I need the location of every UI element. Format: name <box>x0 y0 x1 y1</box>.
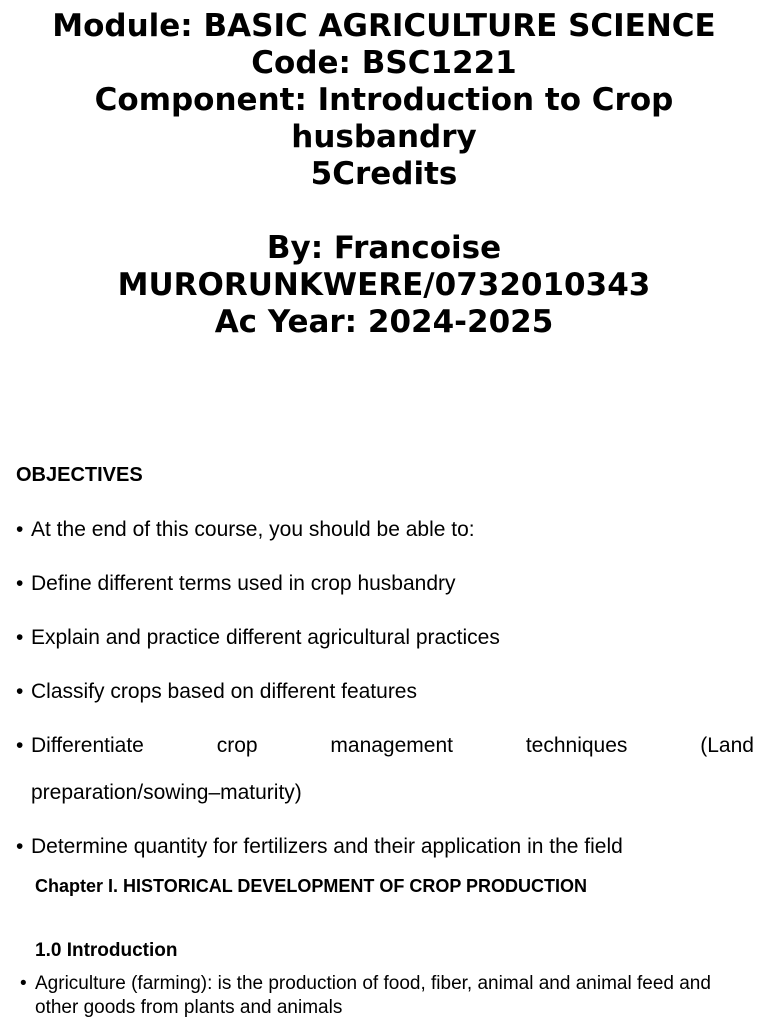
component-title: Component: Introduction to Crop <box>94 82 674 118</box>
objective-word: techniques <box>525 734 628 757</box>
bullet-icon: • <box>20 973 27 994</box>
author-label: By: Francoise <box>266 230 502 266</box>
objectives-list <box>16 516 754 861</box>
objective-word: (Land <box>700 734 754 757</box>
objective-text-line2: preparation/sowing–maturity) <box>31 781 302 804</box>
objective-text: At the end of this course, you should be able to: <box>31 518 475 541</box>
objective-text: Define different terms used in crop husbandry <box>31 572 456 595</box>
component-title-continued: husbandry <box>291 119 477 155</box>
author-name-phone: MURORUNKWERE/0732010343 <box>117 267 651 303</box>
agriculture-definition <box>20 972 752 1020</box>
bullet-icon: • <box>16 572 24 595</box>
objective-text: Classify crops based on different features <box>31 680 417 703</box>
objective-item <box>16 570 754 624</box>
module-title: Module: BASIC AGRICULTURE SCIENCE <box>52 8 716 44</box>
bullet-icon: • <box>16 518 24 541</box>
objective-text: Explain and practice different agricultural practices <box>31 626 500 649</box>
objective-item <box>16 516 754 570</box>
module-code: Code: BSC1221 <box>251 45 517 81</box>
objective-text: Determine quantity for fertilizers and their application in the field <box>31 835 623 858</box>
objective-text-line1 <box>31 732 754 760</box>
section-heading: 1.0 Introduction <box>35 940 178 961</box>
academic-year: Ac Year: 2024-2025 <box>214 304 554 340</box>
objective-item <box>16 678 754 732</box>
chapter-heading: Chapter I. HISTORICAL DEVELOPMENT OF CROP PRODUCTION <box>35 876 588 896</box>
bullet-icon: • <box>16 835 24 858</box>
objectives-heading: OBJECTIVES <box>16 464 143 486</box>
bullet-icon: • <box>16 734 24 757</box>
agriculture-definition-text: Agriculture (farming): is the production of food, fiber, animal and animal feed and other goods from plants and animals <box>35 973 711 1018</box>
bullet-icon: • <box>16 626 24 649</box>
objective-item <box>16 624 754 678</box>
objective-word: Differentiate <box>31 734 144 757</box>
objective-item <box>16 833 754 861</box>
bullet-icon: • <box>16 680 24 703</box>
title-spacer <box>0 193 768 230</box>
objective-word: crop <box>216 734 258 757</box>
credits: 5Credits <box>310 156 458 192</box>
objective-word: management <box>330 734 453 757</box>
document-title <box>0 8 768 341</box>
objective-item <box>16 732 754 833</box>
